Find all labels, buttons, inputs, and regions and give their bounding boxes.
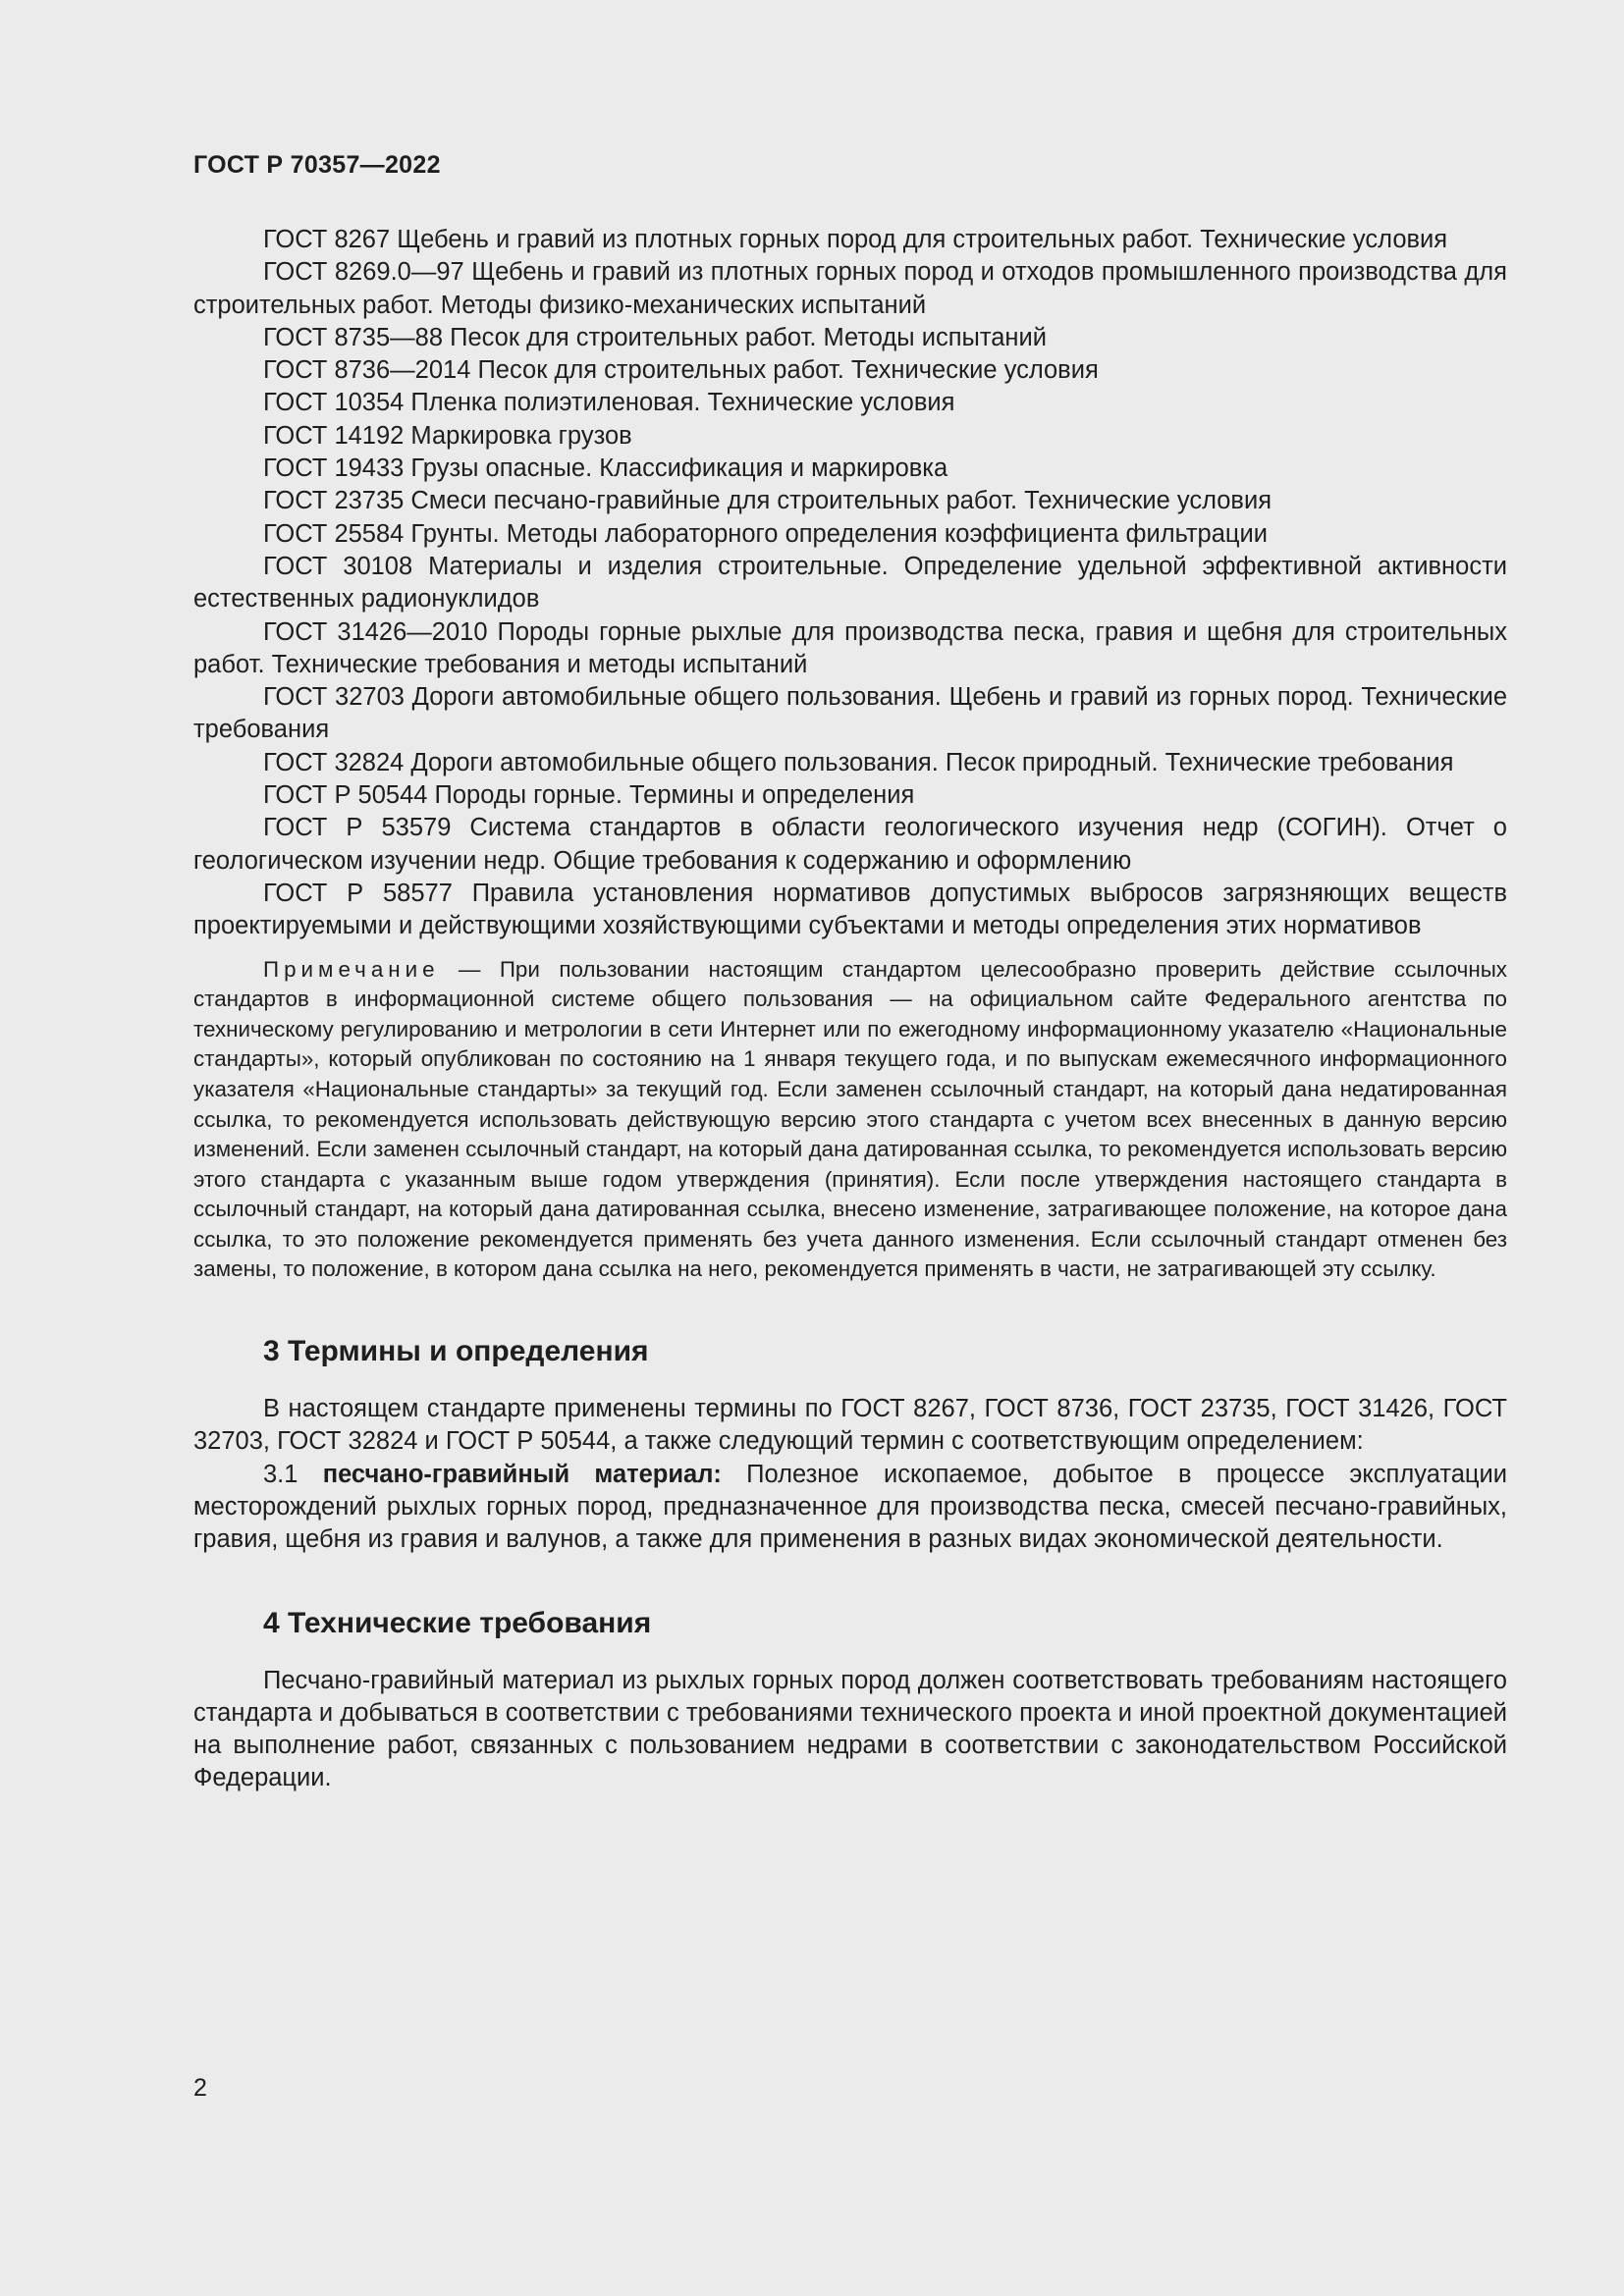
reference-item: ГОСТ Р 50544 Породы горные. Термины и определения — [263, 781, 915, 810]
section-4-text: Песчано-гравийный материал из рыхлых горных пород должен соответствовать требованиям настоящего стандарта и добываться в соответствии с требованиями технического проекта и иной проектной документацией на выполнение работ, связанных с пользованием недрами в соответствии с законодательством Российской Федерации. — [193, 1666, 1507, 1792]
note-block — [193, 955, 1507, 1286]
reference-item: ГОСТ 30108 Материалы и изделия строительные. Определение удельной эффективной активности естественных радионуклидов — [193, 552, 1507, 614]
reference-item: ГОСТ Р 53579 Система стандартов в области геологического изучения недр (СОГИН). Отчет о геологическом изучении недр. Общие требования к содержанию и оформлению — [193, 814, 1507, 875]
term-definition-3-1 — [193, 1459, 1507, 1557]
reference-item: ГОСТ 8736—2014 Песок для строительных работ. Технические условия — [263, 356, 1099, 385]
term-number: 3.1 — [263, 1460, 323, 1488]
reference-item: ГОСТ 14192 Маркировка грузов — [263, 421, 632, 450]
reference-item: ГОСТ 10354 Пленка полиэтиленовая. Технические условия — [263, 389, 955, 417]
note-text: — При пользовании настоящим стандартом целесообразно проверить действие ссылочных стандартов в информационной системе общего пользования — на официальном сайте Федерального агентства по техническому регулированию и метрологии в сети Интернет или по ежегодному информационному указателю «Национальные стандарты», который опубликован по состоянию на 1 января текущего года, и по выпускам ежемесячного информационного указателя «Национальные стандарты» за текущий год. Если заменен ссылочный стандарт, на который дана недатированная ссылка, то рекомендуется использовать действующую версию этого стандарта с учетом всех внесенных в данную версию изменений. Если заменен ссылочный стандарт, на который дана датированная ссылка, то рекомендуется использовать версию этого стандарта с указанным выше годом утверждения (принятия). Если после утверждения настоящего стандарта в ссылочный стандарт, на который дана датированная ссылка, внесено изменение, затрагивающее положение, на которое дана ссылка, то это положение рекомендуется применять без учета данного изменения. Если ссылочный стандарт отменен без замены, то положение, в котором дана ссылка на него, рекомендуется применять в части, не затрагивающей эту ссылку. — [193, 956, 1507, 1282]
document-header: ГОСТ Р 70357—2022 — [193, 151, 441, 179]
section-3-title: 3 Термины и определения — [263, 1335, 649, 1368]
note-label: Примечание — [263, 956, 440, 982]
section-3-intro: В настоящем стандарте применены термины по ГОСТ 8267, ГОСТ 8736, ГОСТ 23735, ГОСТ 31426, ГОСТ 32703, ГОСТ 32824 и ГОСТ Р 50544, а также следующий термин с соответствующим определением: — [193, 1395, 1507, 1456]
document-body — [193, 224, 1507, 1795]
reference-item: ГОСТ 25584 Грунты. Методы лабораторного определения коэффициента фильтрации — [263, 519, 1269, 548]
reference-item: ГОСТ 8269.0—97 Щебень и гравий из плотных горных пород и отходов промышленного производства для строительных работ. Методы физико-механических испытаний — [193, 258, 1507, 319]
reference-item: ГОСТ 31426—2010 Породы горные рыхлые для производства песка, гравия и щебня для строительных работ. Технические требования и методы испытаний — [193, 617, 1507, 678]
page-number: 2 — [193, 2074, 207, 2102]
reference-item: ГОСТ 32703 Дороги автомобильные общего пользования. Щебень и гравий из горных пород. Технические требования — [193, 683, 1507, 744]
term-name: песчано-гравийный материал: — [322, 1460, 722, 1488]
reference-item: ГОСТ 8735—88 Песок для строительных работ. Методы испытаний — [263, 323, 1047, 351]
section-4-title: 4 Технические требования — [263, 1606, 652, 1639]
reference-item: ГОСТ Р 58577 Правила установления нормативов допустимых выбросов загрязняющих веществ проектируемыми и действующими хозяйствующими субъектами и методы определения этих нормативов — [193, 879, 1507, 940]
reference-item: ГОСТ 19433 Грузы опасные. Классификация и маркировка — [263, 454, 948, 483]
reference-item: ГОСТ 23735 Смеси песчано-гравийные для строительных работ. Технические условия — [263, 487, 1272, 515]
term-definition-text: Полезное ископаемое, добытое в процессе эксплуатации месторождений рыхлых горных пород, предназначенное для производства песка, смесей песчано-гравийных, гравия, щебня из гравия и валунов, а также для применения в разных видах экономической деятельности. — [193, 1460, 1507, 1554]
normative-references-list — [193, 224, 1507, 943]
reference-item: ГОСТ 8267 Щебень и гравий из плотных горных пород для строительных работ. Технические условия — [263, 226, 1448, 253]
reference-item: ГОСТ 32824 Дороги автомобильные общего пользования. Песок природный. Технические требования — [263, 748, 1454, 776]
